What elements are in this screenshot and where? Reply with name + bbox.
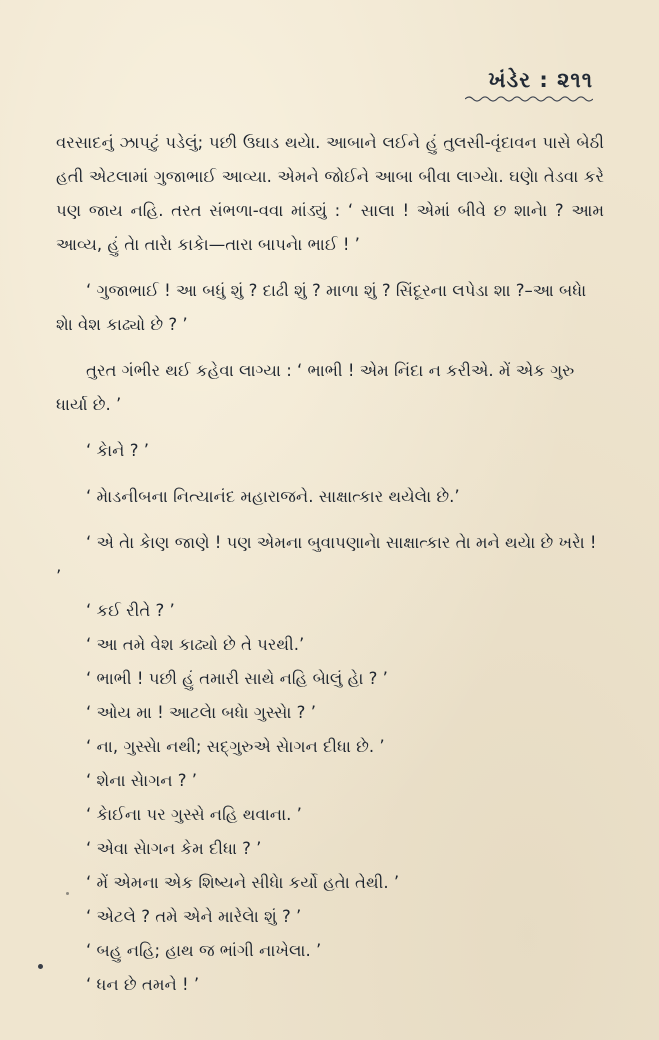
dialogue-paragraph-6: ‘ એ તેા કેાણ જાણે ! પણ એમના બુવાપણાનેા સાક્ષાત્કાર તેા મને થયેા છે ખરેા ! ’ — [56, 533, 597, 586]
dialogue-line-17: ‘ બહુ નહિ; હાથ જ ભાંગી નાખેલા. ’ — [86, 941, 322, 960]
narrative-paragraph-1: વરસાદનું ઝાપટું પડેલું; પછી ઉઘાડ થયેા. આબાને લઈને હું તુલસી-વૃંદાવન પાસે બેઠી હતી એટલામાં ગુજાભાઈ આવ્યા. એમને જોઈને આબા બીવા લાગ્યેા. ઘણેા તેડવા કરે પણ જાય નહિ. તરત સંભળા-વવા માંડ્યું : ‘ સાલા ! એમાં બીવે છ શાનેા ? આમ આવ્ય, હું તેા તારેા કાકેા—તારા બાપનેા ભાઈ ! ’ — [56, 133, 604, 254]
dialogue-line-11: ‘ ના, ગુસ્સેા નથી; સદ્ગુરુએ સેાગન દીધા છે. ’ — [86, 737, 385, 756]
dialogue-line-12: ‘ શેના સેાગન ? ’ — [86, 771, 198, 790]
dialogue-line-18: ‘ ધન છે તમને ! ’ — [86, 975, 200, 994]
page-ink-dot — [38, 964, 43, 969]
page-speck-mark — [66, 892, 69, 895]
dialogue-line-9: ‘ ભાભી ! પછી હું તમારી સાથે નહિ બેાલું હેા ? ’ — [86, 669, 388, 688]
dialogue-line-5: ‘ મેાડનીબના નિત્યાનંદ મહારાજને. સાક્ષાત્કાર થયેલેા છે.’ — [86, 487, 460, 506]
dialogue-line-16: ‘ એટલે ? તમે એને મારેલેા શું ? ’ — [86, 907, 302, 926]
header-title-and-page-number: ખંડેર : ૨૧૧ — [488, 68, 593, 92]
dialogue-line-15: ‘ મેં એમના એક શિષ્યને સીધેા કર્યો હતેા તેથી. ’ — [86, 873, 400, 892]
wavy-underline-ornament — [465, 95, 593, 103]
dialogue-line-4: ‘ કેાને ? ’ — [86, 441, 149, 460]
dialogue-line-14: ‘ એવા સેાગન કેમ દીધા ? ’ — [86, 839, 262, 858]
dialogue-line-7: ‘ કઈ રીતે ? ’ — [86, 601, 175, 620]
page-body-text — [56, 126, 604, 1002]
running-header — [465, 68, 593, 103]
narrative-paragraph-3: તુરત ગંભીર થઈ કહેવા લાગ્યા : ‘ ભાભી ! એમ નિંદા ન કરીએ. મેં એક ગુરુ ધાર્યા છે. ’ — [56, 361, 575, 414]
dialogue-line-10: ‘ ઓય મા ! આટલેા બધેા ગુસ્સેા ? ’ — [86, 703, 316, 722]
dialogue-paragraph-2: ‘ ગુજાભાઈ ! આ બધું શું ? દાઢી શું ? માળા શું ? સિંદૂરના લપેડા શા ?–આ બધેા શેા વેશ કાઢ્યો છે ? ’ — [56, 281, 587, 334]
dialogue-line-13: ‘ કેાઈના પર ગુસ્સે નહિ થવાના. ’ — [86, 805, 302, 824]
dialogue-line-8: ‘ આ તમે વેશ કાઢ્યો છે તે પરથી.’ — [86, 635, 305, 654]
